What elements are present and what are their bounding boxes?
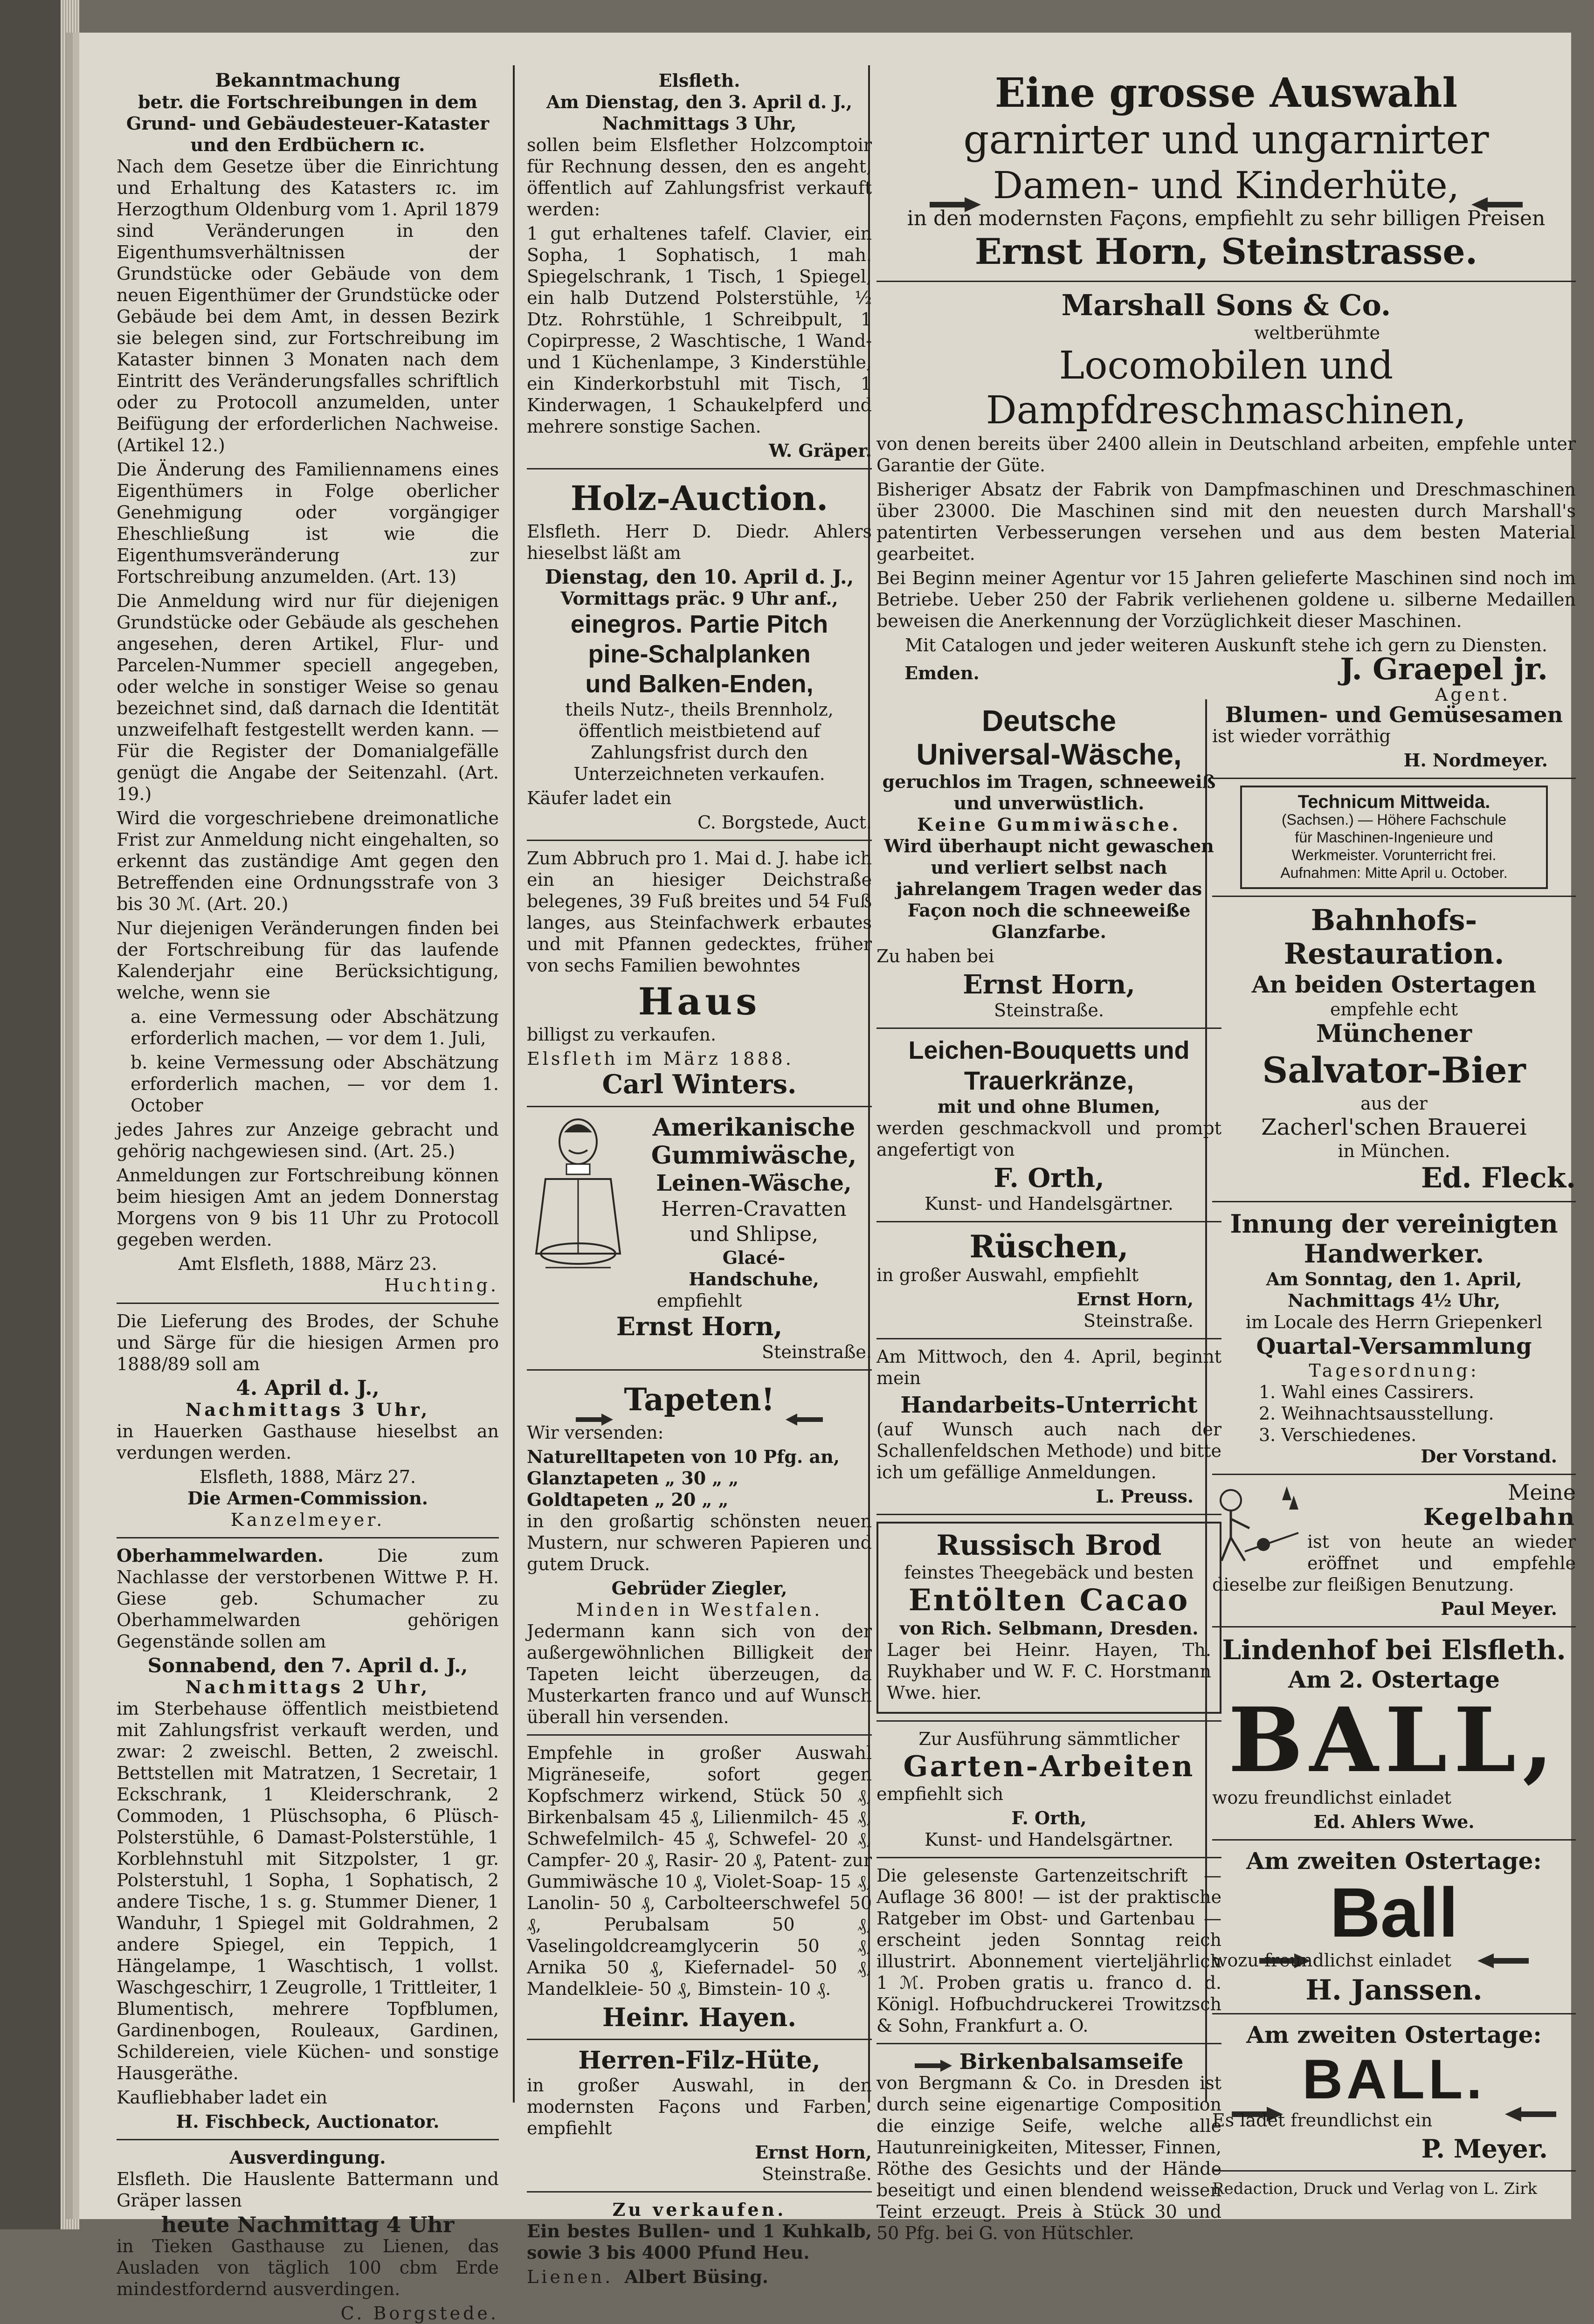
gartenzeitschrift-ad bbox=[876, 1865, 1221, 2036]
signature: Ernst Horn, bbox=[616, 1311, 783, 1341]
page-edges bbox=[61, 0, 79, 2229]
headline: Entölten Cacao bbox=[908, 1583, 1190, 1618]
handarbeit-ad bbox=[876, 1346, 1221, 1507]
time-line: Nachmittags 4½ Uhr, bbox=[1287, 1290, 1501, 1311]
paragraph: Wir versenden: bbox=[527, 1422, 664, 1443]
kegelbahn-ad bbox=[1212, 1482, 1576, 1620]
divider bbox=[527, 840, 872, 841]
place: Lienen. bbox=[527, 2267, 614, 2287]
paragraph: geruchlos im Tragen, schneeweiß und unverwüstlich. bbox=[882, 771, 1216, 814]
auction-graeper bbox=[527, 70, 872, 462]
signature: L. Preuss. bbox=[1096, 1486, 1194, 1507]
haus-ad bbox=[527, 848, 872, 1099]
signature: C. Borgstede, Auct. bbox=[697, 812, 872, 833]
headline: und Balken-Enden, bbox=[585, 670, 814, 698]
divider bbox=[527, 2039, 872, 2040]
headline: Handschuhe, bbox=[689, 1269, 819, 1290]
place-date: Elsfleth im März 1888. bbox=[527, 1048, 794, 1069]
divider bbox=[527, 2191, 872, 2193]
ad-title: Tapeten! bbox=[624, 1381, 775, 1418]
headline: Lindenhof bei Elsfleth. bbox=[1222, 1634, 1566, 1666]
pointing-hand-icon bbox=[1471, 179, 1523, 198]
headline: pine-Schalplanken bbox=[588, 640, 811, 668]
ad-title: Blumen- und Gemüsesamen bbox=[1225, 702, 1563, 727]
paragraph: sollen beim Elsflether Holzcomptoir für Rechnung dessen, den es angeht, öffentlich auf Zahlungsfrist verkauft werden: bbox=[527, 135, 872, 220]
signature: Albert Büsing. bbox=[624, 2266, 769, 2287]
paragraph: in Hauerken Gasthause hieselbst an verdungen werden. bbox=[117, 1421, 499, 1463]
salvator-ad bbox=[1212, 903, 1576, 1194]
paragraph: in Tieken Gasthause zu Lienen, das Ausladen von täglich 100 cbm Erde mindestfordernd ausverdingen. bbox=[117, 2236, 499, 2299]
man-illustration bbox=[527, 1114, 629, 1282]
signature: Ernst Horn, bbox=[963, 969, 1135, 1000]
divider bbox=[876, 1028, 1221, 1029]
notice-subtitle: betr. die Fortschreibungen in dem Grund- und Gebäudesteuer-Kataster und den Erdbüchern ɪc. bbox=[126, 91, 490, 155]
paragraph: feinstes Theegebäck und besten bbox=[904, 1562, 1194, 1583]
date-line: Dienstag, den 10. April d. J., bbox=[545, 565, 854, 588]
notice-armen bbox=[117, 1310, 499, 1531]
signature: Huchting. bbox=[384, 1275, 499, 1296]
column-2 bbox=[527, 70, 872, 2288]
headline: Meine bbox=[1508, 1482, 1576, 1505]
tapeten-ad bbox=[527, 1377, 872, 1728]
notice-title: Ausverdingung. bbox=[229, 2147, 386, 2168]
headline: Zacherl'schen Brauerei bbox=[1261, 1114, 1527, 1140]
ad-title: Zu verkaufen. bbox=[612, 2199, 787, 2220]
date-line: 4. April d. J., bbox=[236, 1376, 380, 1400]
paragraph: Es ladet freundlichst ein bbox=[1212, 2110, 1433, 2131]
rueschen-ad bbox=[876, 1229, 1221, 1331]
paragraph: ist von heute an wieder eröffnet und empfehle dieselbe zur fleißigen Benutzung. bbox=[1212, 1531, 1576, 1595]
paragraph: b. keine Vermessung oder Abschätzung erforderlich machen, — vor dem 1. October bbox=[131, 1052, 499, 1116]
place: Elsfleth. bbox=[658, 70, 740, 91]
place: Emden. bbox=[904, 662, 980, 683]
headline: Innung der vereinigten bbox=[1230, 1209, 1558, 1239]
signature: Ed. Fleck. bbox=[1421, 1162, 1576, 1194]
divider bbox=[1212, 896, 1576, 897]
headline: Glacé- bbox=[722, 1247, 786, 1268]
paragraph: im Locale des Herrn Griepenkerl bbox=[1245, 1312, 1543, 1332]
date-line: Am Dienstag, den 3. April d. J., bbox=[546, 91, 852, 112]
paragraph: von Rich. Selbmann, Dresden. bbox=[899, 1618, 1199, 1639]
ball-headline: BALL, bbox=[1228, 1688, 1560, 1792]
paragraph: Anmeldungen zur Fortschreibung können beim hiesigen Amt an jedem Donnerstag Morgens von 9 bis 11 Uhr zu Protocoll gegeben werden. bbox=[117, 1165, 499, 1250]
pointing-hand-icon bbox=[1259, 1909, 1311, 1927]
paragraph: 1 gut erhaltenes tafelf. Clavier, ein Sopha, 1 Sophatisch, 1 mah. Spiegelschrank, 1 Tisch, 1 Spiegel, ein halb Dutzend Polsterstühle, ½ Dtz. Rohrstühle, 1 Schreibpult, 1 Copirpresse, 2 Waschtische, 1 Wand- und 1 Küchenlampe, 3 Kinderstühle, ein Kinderkorbstuhl mit Tisch, 1 Kinderwagen, 1 Schaukelpferd und mehrere sonstige Sachen. bbox=[527, 223, 872, 437]
imprint: Redaction, Druck und Verlag von L. Zirk bbox=[1212, 2179, 1537, 2198]
paragraph: von Bergmann & Co. in Dresden ist durch seine eigenartige Composition die einzige Seife, welche alle Hautunreinigkeiten, Mitesser, Finnen, Röthe des Gesichts und der Hände beseitigt und einen blendend weissen Teint erzeugt. Preis à Stück 30 und 50 Pfg. bei G. von Hütschler. bbox=[876, 2073, 1221, 2243]
agenda-item: 1. Wahl eines Cassirers. bbox=[1259, 1382, 1474, 1402]
innung-ad bbox=[1212, 1209, 1576, 1467]
divider bbox=[876, 1338, 1221, 1339]
signature: P. Meyer. bbox=[1421, 2134, 1548, 2164]
paragraph: in den modernsten Façons, empfiehlt zu sehr billigen Preisen bbox=[907, 207, 1546, 230]
headline: Bahnhofs-Restauration. bbox=[1283, 903, 1504, 971]
headline: Deutsche bbox=[981, 704, 1117, 738]
paragraph: mit und ohne Blumen, bbox=[938, 1096, 1160, 1117]
ad-title: Herren-Filz-Hüte, bbox=[578, 2046, 821, 2075]
paragraph: Die Lieferung des Brodes, der Schuhe und Särge für die hiesigen Armen pro 1888/89 soll am bbox=[117, 1311, 499, 1374]
verkauf-ad bbox=[527, 2199, 872, 2288]
time-line: Nachmittags 3 Uhr, bbox=[185, 1399, 430, 1420]
paragraph: theils Nutz-, theils Brennholz, öffentlich meistbietend auf Zahlungsfrist durch den Unterzeichneten verkaufen. bbox=[565, 699, 834, 784]
paragraph: billigst zu verkaufen. bbox=[527, 1024, 717, 1045]
paragraph: jedes Jahres zur Anzeige gebracht und gehörig nachgewiesen sind. (Art. 25.) bbox=[117, 1119, 499, 1161]
paragraph: Aufnahmen: Mitte April u. October. bbox=[1280, 864, 1508, 881]
pointing-hand-icon bbox=[576, 1394, 613, 1410]
marshall-ad bbox=[876, 289, 1576, 705]
paragraph: Elsfleth. Die Hauslente Battermann und Gräper lassen bbox=[117, 2169, 499, 2211]
paragraph: wozu freundlichst einladet bbox=[1212, 1787, 1451, 1808]
paragraph: Lager bei Heinr. Hayen, Th. Ruykhaber und W. F. C. Horstmann Wwe. hier. bbox=[887, 1640, 1211, 1703]
organization: Die Armen-Commission. bbox=[187, 1488, 428, 1509]
paragraph: Käufer ladet ein bbox=[527, 788, 672, 808]
headline: Am zweiten Ostertage: bbox=[1246, 1847, 1542, 1875]
city: Minden in Westfalen. bbox=[576, 1600, 823, 1620]
divider bbox=[1212, 778, 1576, 779]
paragraph: wozu freundlichst einladet bbox=[1212, 1950, 1451, 1971]
headline: Russisch Brod bbox=[936, 1529, 1162, 1562]
divider bbox=[876, 1857, 1221, 1858]
column-3 bbox=[876, 704, 1221, 2247]
paragraph: im Sterbehause öffentlich meistbietend mit Zahlungsfrist verkauft werden, und zwar: 2 zweischl. Betten, 2 zweischl. Bettstellen mit Matratzen, 1 Secretair, 1 Eckschrank, 1 Kleiderschrank, 2 Commoden, 1 Plüschsopha, 6 Plüsch-Polsterstühle, 6 Damast-Polsterstühle, 1 Korblehnstuhl mit Sitzpolster, 1 gr. Polsterstuhl, 1 Sopha, 1 Sophatisch, 2 andere Tische, 1 s. g. Stummer Diener, 1 Wanduhr, 1 Spiegel mit Goldrahmen, 2 andere Spiegel, ein Teppich, 1 Hängelampe, 1 Waschtisch, 1 vollst. Waschgeschirr, 1 Zeugrolle, 1 Trittleiter, 1 Blumentisch, mehrere Topfblumen, Gardinenbogen, Rouleaux, Gardinen, Schildereien, viele Küchen- und sonstige Hausgeräthe. bbox=[117, 1698, 499, 2083]
headline: Kegelbahn bbox=[1423, 1503, 1576, 1531]
headline: Gummiwäsche, bbox=[651, 1141, 857, 1170]
gartenarbeiten-ad bbox=[876, 1728, 1221, 1850]
divider bbox=[1212, 2170, 1576, 2172]
signature: Paul Meyer. bbox=[1441, 1598, 1557, 1619]
paragraph: empfiehlt bbox=[656, 1290, 742, 1311]
paragraph: in München. bbox=[1338, 1141, 1450, 1161]
notice-oberhammelwarden bbox=[117, 1545, 499, 2132]
role: Kunst- und Handelsgärtner. bbox=[925, 1193, 1173, 1214]
paragraph: aus der bbox=[1360, 1093, 1428, 1114]
divider bbox=[876, 281, 1576, 282]
filzhuete-ad bbox=[527, 2047, 872, 2185]
street: Steinstraße. bbox=[762, 1342, 872, 1362]
headline: Eine grosse Auswahl bbox=[994, 69, 1458, 117]
price-row: Naturelltapeten von 10 Pfg. an, bbox=[527, 1446, 840, 1467]
ad-title: Haus bbox=[638, 979, 761, 1023]
paragraph: Tagesordnung: bbox=[1309, 1360, 1479, 1381]
paragraph: Wird überhaupt nicht gewaschen und verliert selbst nach jahrelangem Tragen weder das Façon noch die schneeweiße Glanzfarbe. bbox=[884, 835, 1214, 942]
time-line: Vormittags präc. 9 Uhr anf., bbox=[560, 588, 838, 609]
signature: Heinr. Hayen. bbox=[602, 2002, 797, 2032]
divider bbox=[1212, 2013, 1576, 2014]
divider bbox=[876, 1514, 1221, 1515]
paragraph: empfehle echt bbox=[1330, 999, 1458, 1020]
signature: H. Fischbeck, Auctionator. bbox=[176, 2111, 440, 2132]
paragraph: Zu haben bei bbox=[876, 946, 994, 966]
divider bbox=[876, 1221, 1221, 1222]
signature: Ernst Horn, Steinstrasse. bbox=[974, 231, 1478, 272]
paragraph: Werkmeister. Vorunterricht frei. bbox=[1291, 847, 1497, 863]
wide-top bbox=[876, 70, 1576, 705]
paragraph: a. eine Vermessung oder Abschätzung erforderlich machen, — vor dem 1. Juli, bbox=[131, 1007, 499, 1048]
headline: und Shlipse, bbox=[689, 1222, 819, 1246]
lindenhof-ad bbox=[1212, 1634, 1576, 1833]
signature: F. Orth, bbox=[994, 1163, 1104, 1193]
divider bbox=[527, 1734, 872, 1736]
ad-title: Birkenbalsamseife bbox=[959, 2049, 1184, 2074]
signature: F. Orth, bbox=[1011, 1807, 1087, 1828]
price-row: Goldtapeten „ 20 „ „ bbox=[527, 1489, 729, 1510]
signature: Ed. Ahlers Wwe. bbox=[1313, 1811, 1475, 1832]
universal-waesche-ad bbox=[876, 704, 1221, 1021]
seifen-ad bbox=[527, 1742, 872, 2032]
ball-headline: BALL. bbox=[1302, 2048, 1486, 2110]
role: Agent. bbox=[1435, 684, 1511, 705]
holz-auction bbox=[527, 476, 872, 833]
time-line: heute Nachmittag 4 Uhr bbox=[161, 2212, 455, 2237]
paragraph: Nach dem Gesetze über die Einrichtung und Erhaltung des Katasters ɪc. im Herzogthum Oldenburg vom 1. April 1879 sind Veränderungen in den Eigenthumsverhältnissen der Grundstücke oder Gebäude von dem neuen Eigenthümer der Grundstücke oder Gebäude bei dem Amt, in dessen Bezirk sie belegen sind, zur Fortschreibung im Kataster binnen 3 Monaten nach dem Eintritt des Veränderungsfalles schriftlich oder zu Protocoll anzumelden, unter Beifügung der erforderlichen Nachweise. (Artikel 12.) bbox=[117, 156, 499, 455]
paragraph: Kaufliebhaber ladet ein bbox=[117, 2087, 328, 2108]
signature: H. Janssen. bbox=[1305, 1974, 1483, 2007]
signature: Carl Winters. bbox=[602, 1069, 797, 1100]
pointing-hand-icon bbox=[1505, 2074, 1556, 2093]
pointing-hand-icon bbox=[930, 179, 981, 198]
trauerkraenze-ad bbox=[876, 1035, 1221, 1214]
column-1 bbox=[117, 70, 499, 2324]
pointing-hand-icon bbox=[786, 1394, 823, 1410]
paragraph: von denen bereits über 2400 allein in Deutschland arbeiten, empfehle unter Garantie der Güte. bbox=[876, 434, 1576, 476]
signature: Gebrüder Ziegler, bbox=[611, 1578, 787, 1599]
headline: Damen- und Kinderhüte, bbox=[993, 164, 1460, 207]
signature: C. Borgstede. bbox=[340, 2303, 499, 2324]
paragraph: Nur diejenigen Veränderungen finden bei der Fortschreibung für das laufende Kalenderjahr eine Berücksichtigung, welche, wenn sie bbox=[117, 918, 499, 1003]
divider bbox=[117, 1303, 499, 1304]
divider bbox=[876, 2043, 1221, 2044]
paragraph: Die gelesenste Gartenzeitschrift — Auflage 36 800! — ist der praktische Ratgeber im Obst- und Gartenbau — erscheint jeden Sonntag reich illustrirt. Abonnement vierteljährlich 1 ℳ. Proben gratis u. franco d. d. Königl. Hofbuchdruckerei Trowitzsch & Sohn, Frankfurt a. O. bbox=[876, 1865, 1221, 2036]
street: Steinstraße. bbox=[1083, 1310, 1194, 1331]
paragraph: für Maschinen-Ingenieure und bbox=[1295, 829, 1493, 846]
headline: Locomobilen und Dampfdreschmaschinen, bbox=[986, 344, 1467, 433]
headline: Trauerkränze, bbox=[964, 1066, 1134, 1095]
ad-title: Garten-Arbeiten bbox=[903, 1749, 1195, 1783]
street: Steinstraße. bbox=[762, 2164, 872, 2184]
headline: Herren-Cravatten bbox=[661, 1197, 847, 1221]
signature: Kanzelmeyer. bbox=[230, 1510, 385, 1530]
signature: Ernst Horn, bbox=[1076, 1289, 1194, 1310]
headline: Münchener bbox=[1316, 1020, 1472, 1048]
binding-strip bbox=[0, 0, 61, 2229]
paragraph: werden geschmackvoll und prompt angefertigt von bbox=[876, 1118, 1221, 1160]
divider bbox=[117, 1537, 499, 1538]
janssen-ad bbox=[1212, 1847, 1576, 2007]
paragraph: Bei Beginn meiner Agentur vor 15 Jahren gelieferte Maschinen sind noch im Betriebe. Ueber 250 der Fabrik verliehenen goldene u. silberne Medaillen beweisen die Anerkennung der Vorzüglichkeit dieser Maschinen. bbox=[876, 568, 1576, 631]
cacao-ad bbox=[876, 1522, 1221, 1714]
pointing-hand-icon bbox=[915, 2055, 952, 2071]
meyer-ad bbox=[1212, 2021, 1576, 2164]
paragraph: Die zum Nachlasse der verstorbenen Wittwe P. H. Giese geb. Schumacher zu Oberhammelwarden gehörigen Gegenstände sollen am bbox=[117, 1545, 499, 1652]
paragraph: in den großartig schönsten neuen Mustern, nur schweren Papieren und gutem Druck. bbox=[527, 1511, 872, 1574]
company-name: Marshall Sons & Co. bbox=[1061, 288, 1391, 322]
place-date: Elsfleth, 1888, März 27. bbox=[199, 1467, 416, 1487]
ad-title: Handarbeits-Unterricht bbox=[900, 1392, 1198, 1418]
birkenbalsam-ad bbox=[876, 2051, 1221, 2244]
headline: Universal-Wäsche, bbox=[916, 738, 1182, 771]
headline: Am zweiten Ostertage: bbox=[1246, 2021, 1542, 2048]
headline: Leinen-Wäsche, bbox=[656, 1170, 852, 1196]
paragraph: Elsfleth. Herr D. Diedr. Ahlers hieselbst läßt am bbox=[527, 521, 872, 563]
notice-ausverdingung bbox=[117, 2147, 499, 2324]
divider bbox=[876, 1720, 1221, 1722]
time-line: Nachmittags 3 Uhr, bbox=[602, 113, 797, 134]
technicum-ad bbox=[1240, 786, 1548, 889]
divider bbox=[1212, 1626, 1576, 1627]
paragraph: Die Anmeldung wird nur für diejenigen Grundstücke oder Gebäude als geschehen angesehen, deren Artikel, Flur- und Parcelen-Nummer speciell angegeben, oder welche in sonstiger Weise so genau bezeichnet sind, daß darnach die Identität unzweifelhaft festgestellt werden kann. — Für die Register der Domanialgefälle genügt die Angabe der Seitenzahl. (Art. 19.) bbox=[117, 591, 499, 804]
date-line: Sonnabend, den 7. April d. J., bbox=[147, 1654, 468, 1677]
headline: Handwerker. bbox=[1304, 1239, 1484, 1269]
paragraph: ist wieder vorräthig bbox=[1212, 726, 1391, 746]
ad-title: Holz-Auction. bbox=[570, 478, 828, 518]
samen-ad bbox=[1212, 704, 1576, 771]
paragraph: (auf Wunsch auch nach der Schallenfeldschen Methode) und bitte ich um gefällige Anmeldungen. bbox=[876, 1419, 1221, 1483]
notice-title: Bekanntmachung bbox=[215, 69, 400, 91]
headline: Technicum Mittweida. bbox=[1297, 792, 1490, 812]
paragraph: Empfehle in großer Auswahl Migräneseife, sofort gegen Kopfschmerz wirkend, Stück 50 ₰, Birkenbalsam 45 ₰, Lilienmilch- 45 ₰, Schwefelmilch- 45 ₰, Schwefel- 20 ₰, Campfer- 20 ₰, Rasir- 20 ₰, Patent- zur Gummiwäsche 10 ₰, Violet-Soap- 15 ₰, Lanolin- 50 ₰, Carbolteerschwefel 50 ₰, Perubalsam 50 ₰, Vaselingoldcreamglycerin 50 ₰, Arnika 50 ₰, Kiefernadel- 50 ₰, Mandelkleie- 50 ₰, Bimstein- 10 ₰. bbox=[527, 1743, 872, 1999]
pointing-hand-icon bbox=[1232, 2074, 1283, 2093]
headline: Leichen-Bouquetts und bbox=[908, 1036, 1190, 1064]
agenda-item: 2. Weihnachtsausstellung. bbox=[1259, 1403, 1494, 1424]
headline: Salvator-Bier bbox=[1262, 1049, 1526, 1091]
ad-title: Quartal-Versammlung bbox=[1256, 1333, 1532, 1359]
ad-title: Rüschen, bbox=[969, 1228, 1129, 1265]
column-rule bbox=[513, 65, 515, 2103]
headline: garnirter und ungarnirter bbox=[963, 117, 1489, 163]
divider bbox=[527, 468, 872, 469]
divider bbox=[117, 2139, 499, 2140]
date-line: Am Sonntag, den 1. April, bbox=[1266, 1269, 1522, 1290]
pointing-hand-icon bbox=[1477, 1909, 1529, 1927]
paragraph: Am Mittwoch, den 4. April, beginnt mein bbox=[876, 1346, 1221, 1388]
divider bbox=[1212, 1839, 1576, 1841]
paragraph: Jedermann kann sich von der außergewöhnlichen Billigkeit der Tapeten leicht überzeugen, da Musterkarten franco und auf Wunsch überall hin versenden. bbox=[527, 1621, 872, 1727]
divider bbox=[1212, 1474, 1576, 1475]
gummiwaesche-ad bbox=[527, 1114, 872, 1363]
paragraph: Zur Ausführung sämmtlicher bbox=[918, 1729, 1180, 1749]
paragraph: Mit Catalogen und jeder weiteren Auskunft stehe ich gern zu Diensten. bbox=[905, 635, 1547, 655]
damenhuete-ad bbox=[876, 70, 1576, 274]
time-line: Nachmittags 2 Uhr, bbox=[185, 1676, 430, 1697]
paragraph: Bisheriger Absatz der Fabrik von Dampfmaschinen und Dreschmaschinen über 23000. Die Maschinen sind mit den neuesten durch Marshall's patentirten Verbesserungen versehen und aus dem besten Material gearbeitet. bbox=[876, 479, 1576, 564]
signature: Ernst Horn, bbox=[755, 2142, 872, 2163]
signature: W. Gräper. bbox=[769, 440, 872, 461]
paragraph: Keine Gummiwäsche. bbox=[917, 814, 1181, 835]
paragraph: empfiehlt sich bbox=[876, 1784, 1004, 1804]
signature: Der Vorstand. bbox=[1421, 1446, 1557, 1467]
paragraph: in großer Auswahl, empfiehlt bbox=[876, 1265, 1139, 1285]
agenda-item: 3. Verschiedenes. bbox=[1259, 1425, 1417, 1445]
place-date: Amt Elsfleth, 1888, März 23. bbox=[178, 1254, 437, 1274]
lead: Oberhammelwarden. bbox=[117, 1545, 324, 1566]
divider bbox=[527, 1106, 872, 1107]
notice-cadastre bbox=[117, 70, 499, 1296]
subtitle: weltberühmte bbox=[1254, 323, 1380, 343]
role: Kunst- und Handelsgärtner. bbox=[925, 1829, 1173, 1850]
ball-headline: Ball bbox=[1330, 1873, 1458, 1952]
headline: An beiden Ostertagen bbox=[1251, 971, 1537, 998]
bowling-illustration bbox=[1212, 1482, 1301, 1565]
paragraph: Ein bestes Bullen- und 1 Kuhkalb, sowie 3 bis 4000 Pfund Heu. bbox=[527, 2221, 872, 2263]
column-4 bbox=[1212, 704, 1576, 2200]
paragraph: in großer Auswahl, in den modernsten Façons und Farben, empfiehlt bbox=[527, 2075, 872, 2138]
paragraph: Die Änderung des Familiennamens eines Eigenthümers in Folge oberlicher Genehmigung oder vorgängiger Eheschließung ist wie die Eigenthumsveränderung zur Fortschreibung anzumelden. (Art. 13) bbox=[117, 459, 499, 587]
signature: J. Graepel jr. bbox=[1340, 652, 1548, 687]
headline: einegros. Partie Pitch bbox=[570, 610, 828, 638]
price-row: Glanztapeten „ 30 „ „ bbox=[527, 1468, 739, 1489]
paragraph: (Sachsen.) — Höhere Fachschule bbox=[1282, 811, 1506, 828]
divider bbox=[1212, 1201, 1576, 1202]
paragraph: Wird die vorgeschriebene dreimonatliche Frist zur Anmeldung nicht eingehalten, so erkennt das zuständige Amt gegen den Betreffenden eine Ordnungsstrafe von 3 bis 30 ℳ. (Art. 20.) bbox=[117, 808, 499, 914]
paragraph: Zum Abbruch pro 1. Mai d. J. habe ich ein an hiesiger Deichstraße belegenes, 39 Fuß breites und 54 Fuß langes, aus Steinfachwerk erbautes und mit Pfannen gedecktes, früher von sechs Familien bewohntes bbox=[527, 848, 872, 976]
headline: Am 2. Ostertage bbox=[1288, 1666, 1500, 1693]
street: Steinstraße. bbox=[994, 1000, 1104, 1021]
signature: H. Nordmeyer. bbox=[1403, 750, 1548, 771]
headline: Amerikanische bbox=[652, 1114, 856, 1142]
divider bbox=[527, 1369, 872, 1371]
